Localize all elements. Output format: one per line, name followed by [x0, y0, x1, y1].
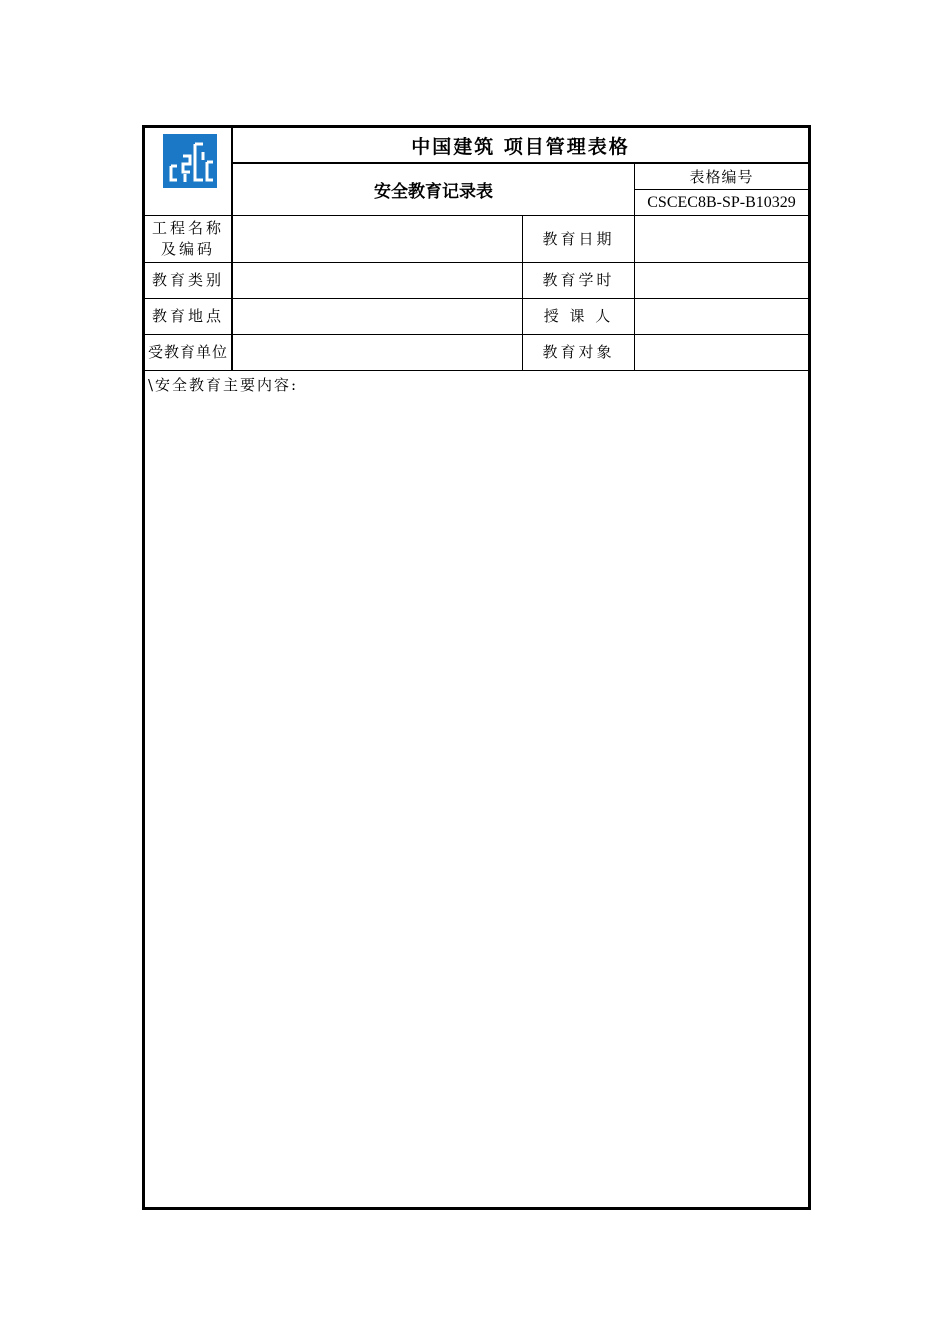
code-label: 表格编号	[689, 168, 754, 186]
lecturer-label: 授 课 人	[543, 307, 614, 325]
edu-type-input[interactable]	[233, 263, 522, 298]
cscec-logo-icon	[163, 134, 217, 188]
edu-target-input[interactable]	[635, 335, 808, 370]
edu-place-label: 教育地点	[151, 307, 224, 325]
content-label: \安全教育主要内容:	[148, 376, 299, 394]
edu-hours-input[interactable]	[635, 263, 808, 298]
edu-date-input[interactable]	[635, 216, 808, 262]
row-divider-5	[145, 370, 808, 371]
code-value: CSCEC8B-SP-B10329	[647, 193, 796, 211]
safety-education-form	[142, 125, 811, 1210]
main-title: 中国建筑 项目管理表格	[411, 135, 630, 158]
trainee-unit-input[interactable]	[233, 335, 522, 370]
edu-place-input[interactable]	[233, 299, 522, 334]
project-name-label-line1: 工程名称	[151, 219, 224, 237]
project-name-label	[145, 216, 231, 262]
edu-type-label: 教育类别	[151, 271, 224, 289]
edu-target-label: 教育对象	[542, 343, 615, 361]
trainee-unit-label: 受教育单位	[147, 343, 228, 361]
form-title: 安全教育记录表	[374, 182, 493, 202]
project-name-input[interactable]	[233, 216, 522, 262]
project-name-label-line2: 及编码	[160, 240, 215, 258]
lecturer-input[interactable]	[635, 299, 808, 334]
cscec-logo-mark	[163, 134, 217, 188]
edu-date-label: 教育日期	[542, 229, 615, 248]
content-textarea[interactable]	[145, 396, 808, 1207]
edu-hours-label: 教育学时	[542, 271, 615, 289]
